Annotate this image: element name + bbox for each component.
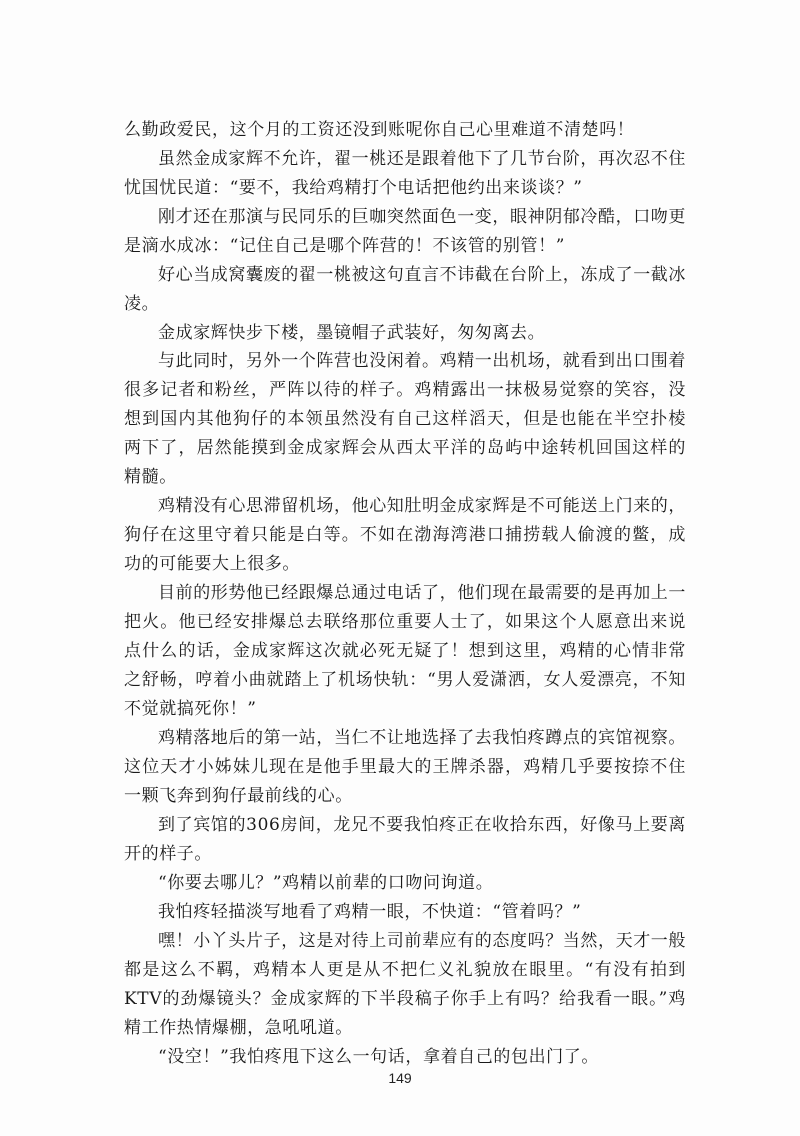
paragraph: 刚才还在那演与民同乐的巨咖突然面色一变，眼神阴郁冷酷，口吻更是滴水成冰：“记住自己是哪个阵营的！不该管的别管！” [124, 207, 686, 256]
paragraph: 与此同时，另外一个阵营也没闲着。鸡精一出机场，就看到出口围着很多记者和粉丝，严阵以待的样子。鸡精露出一抹极易觉察的笑容，没想到国内其他狗仔的本领虽然没有自己这样滔天，但是也能在半空扑棱两下了，居然能摸到金成家辉会从西太平洋的岛屿中途转机回国这样的精髓。 [124, 351, 686, 487]
paragraph: 金成家辉快步下楼，墨镜帽子武装好，匆匆离去。 [158, 323, 546, 343]
paragraph: 鸡精没有心思滞留机场，他心知肚明金成家辉是不可能送上门来的，狗仔在这里守着只能是白等。不如在渤海湾港口捕捞载人偷渡的鳖，成功的可能要大上很多。 [124, 496, 686, 574]
paragraph: 鸡精落地后的第一站，当仁不让地选择了去我怕疼蹲点的宾馆视察。这位天才小姊妹儿现在是他手里最大的王牌杀器，鸡精几乎要按捺不住一颗飞奔到狗仔最前线的心。 [124, 728, 686, 806]
paragraph: 嘿！小丫头片子，这是对待上司前辈应有的态度吗？当然，天才一般都是这么不羁，鸡精本人更是从不把仁义礼貌放在眼里。“有没有拍到KTV的劲爆镜头？金成家辉的下半段稿子你手上有吗？给我看一眼。”鸡精工作热情爆棚，急吼吼道。 [124, 931, 686, 1038]
paragraph: 虽然金成家辉不允许，翟一桃还是跟着他下了几节台阶，再次忍不住忧国忧民道：“要不，我给鸡精打个电话把他约出来谈谈？” [124, 149, 686, 198]
paragraph: 好心当成窝囊废的翟一桃被这句直言不讳截在台阶上，冻成了一截冰凌。 [124, 265, 686, 314]
paragraph: 我怕疼轻描淡写地看了鸡精一眼，不快道：“管着吗？” [158, 902, 582, 922]
paragraph: “没空！”我怕疼甩下这么一句话，拿着自己的包出门了。 [158, 1047, 599, 1067]
section-bottom [124, 347, 686, 1072]
paragraph-continuation: 么勤政爱民，这个月的工资还没到账呢你自己心里难道不清楚吗！ [124, 120, 635, 140]
paragraph: “你要去哪儿？”鸡精以前辈的口吻问询道。 [158, 873, 494, 893]
page-number: 149 [388, 1070, 412, 1086]
paragraph: 目前的形势他已经跟爆总通过电话了，他们现在最需要的是再加上一把火。他已经安排爆总去联络那位重要人士了，如果这个人愿意出来说点什么的话，金成家辉这次就必死无疑了！想到这里，鸡精的心情非常之舒畅，哼着小曲就踏上了机场快轨：“男人爱潇洒，女人爱漂亮，不知不觉就搞死你！” [124, 583, 686, 719]
paragraph: 到了宾馆的306房间，龙兄不要我怕疼正在收拾东西，好像马上要离开的样子。 [124, 815, 686, 864]
section-top [124, 116, 686, 348]
